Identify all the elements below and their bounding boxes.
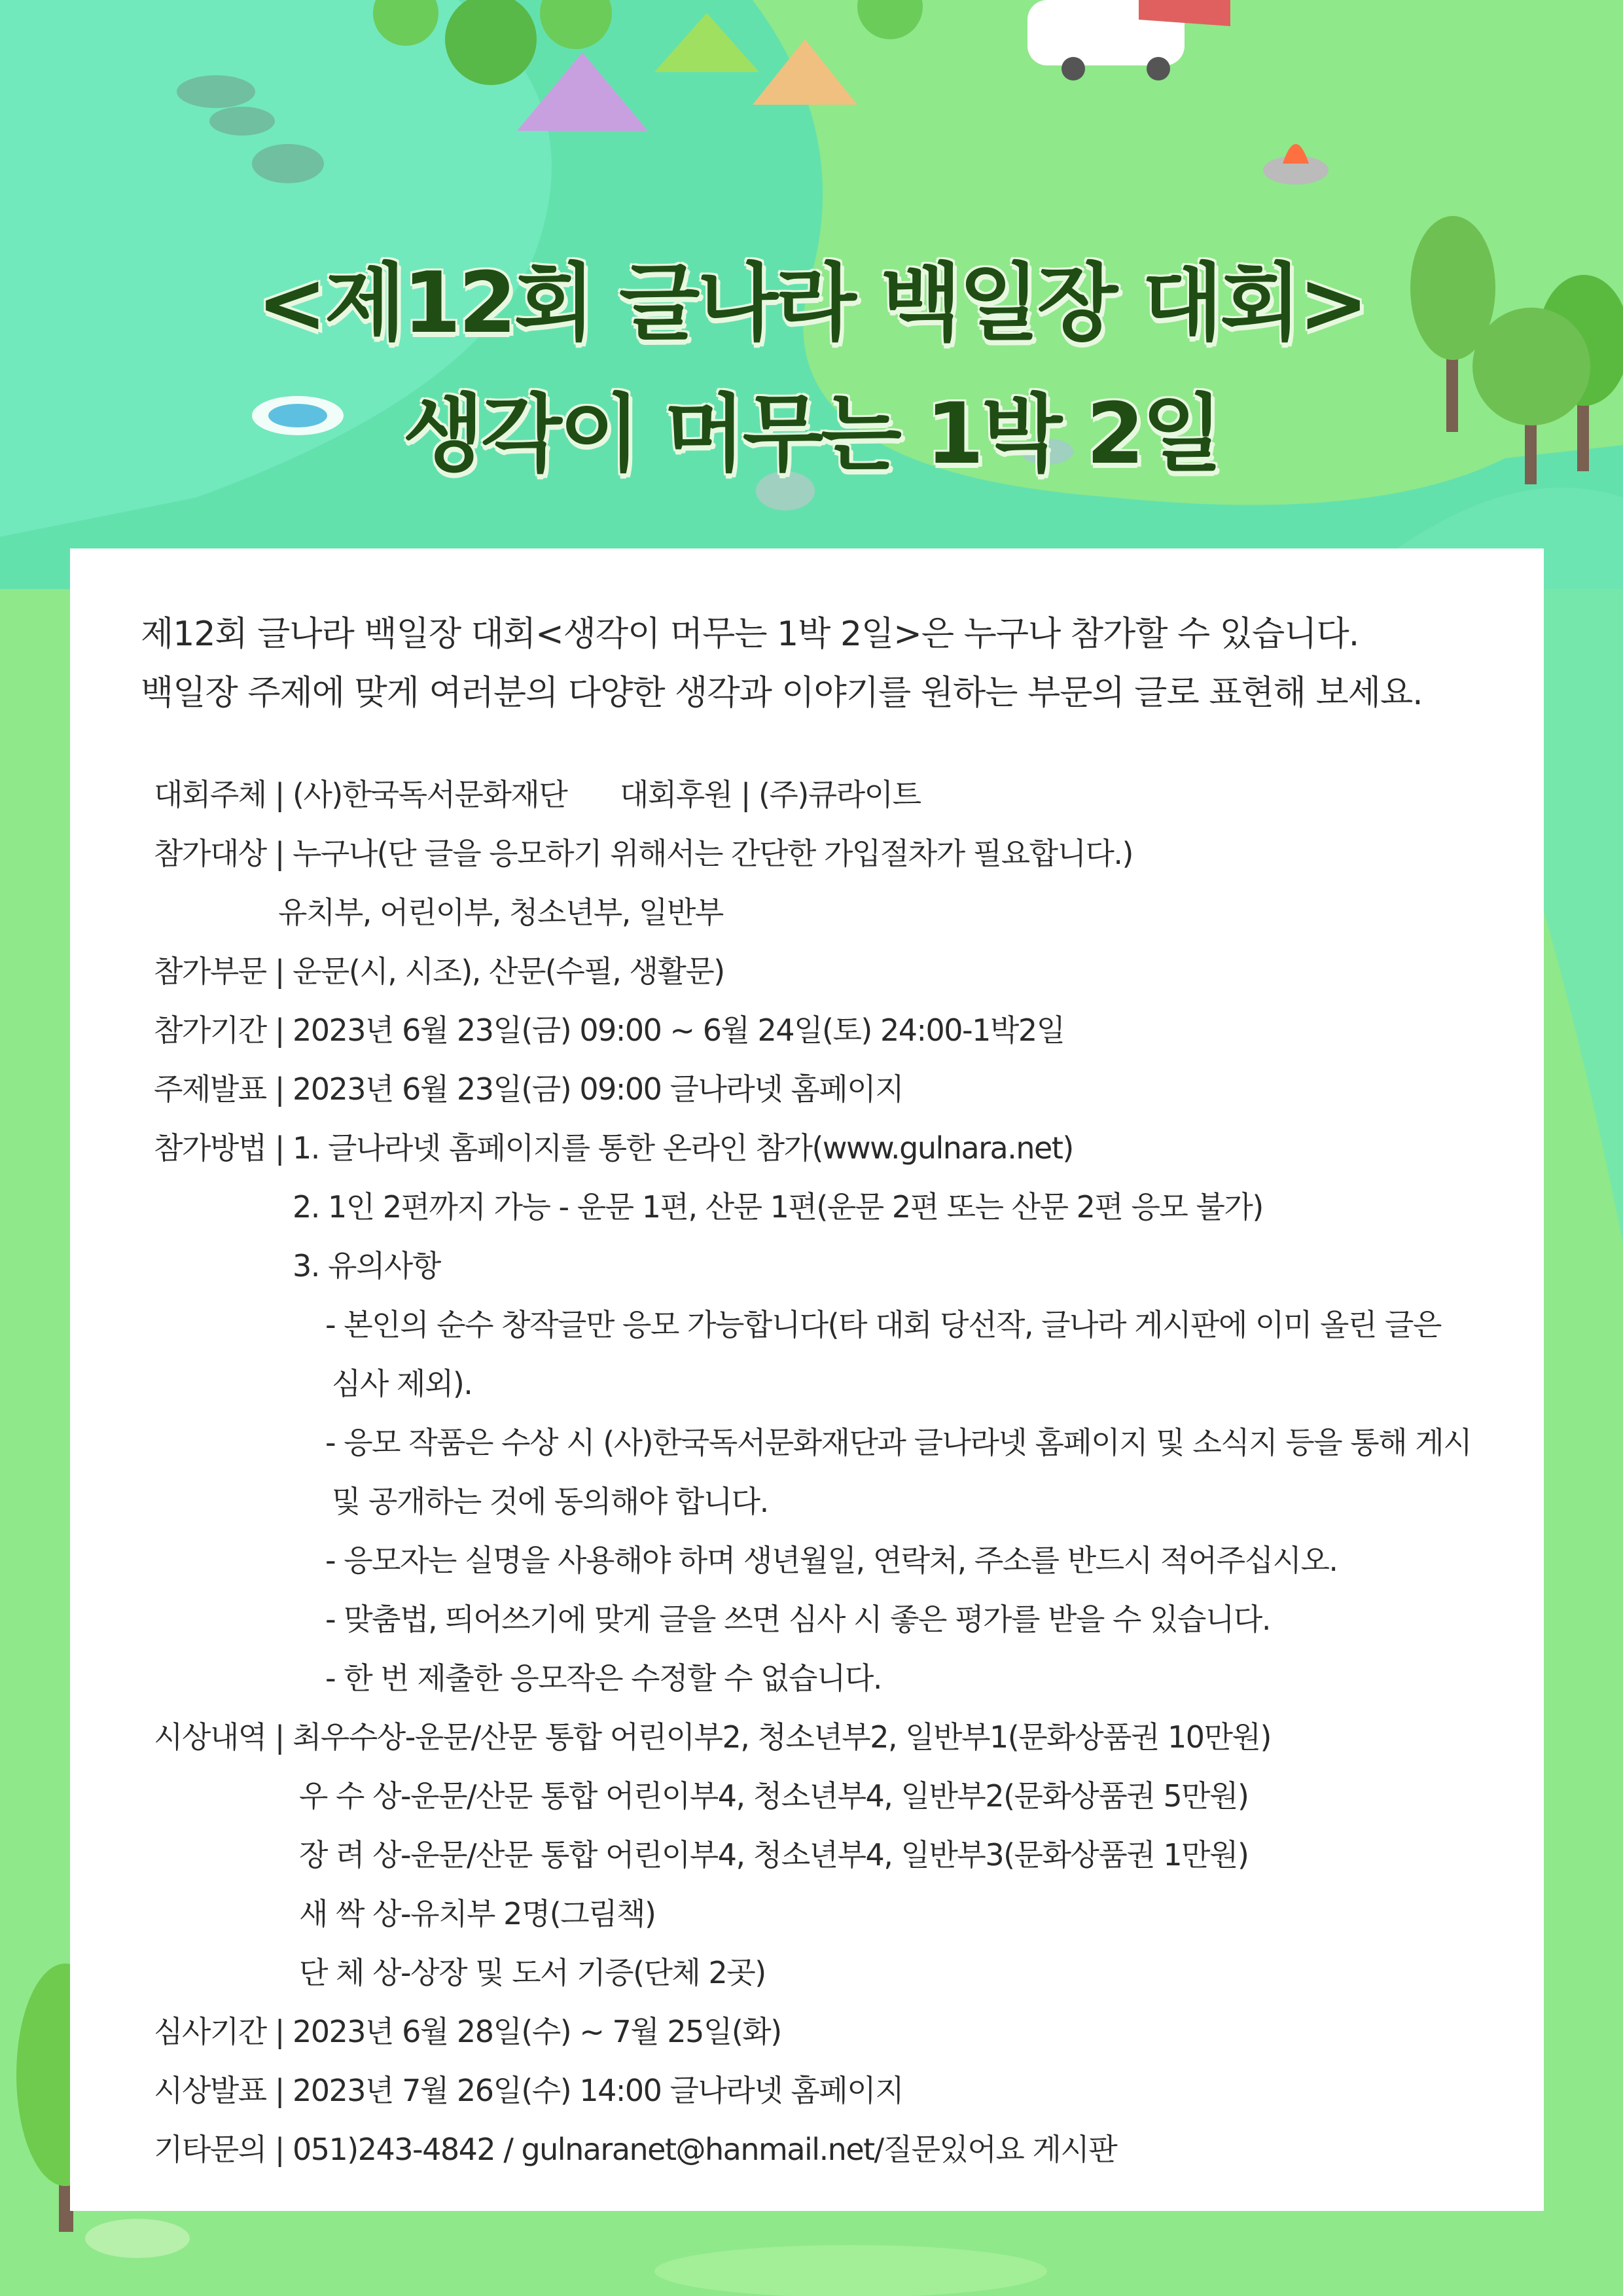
judging-row: 심사기간 | 2023년 6월 28일(수) ~ 7월 25일(화): [154, 2014, 781, 2049]
note-1a: - 본인의 순수 창작글만 응모 가능합니다(타 대회 당선작, 글나라 게시판에 이미 올린 글은: [325, 1307, 1441, 1342]
award-1: 최우수상-운문/산문 통합 어린이부2, 청소년부2, 일반부1(문화상품권 10만원): [293, 1719, 1271, 1755]
method-3-row: 3. 유의사항: [293, 1248, 440, 1283]
note-5: - 한 번 제출한 응모작은 수정할 수 없습니다.: [325, 1660, 882, 1696]
host-row: 대회주체 | (사)한국독서문화재단: [154, 777, 567, 812]
category-row: 참가부문 | 운문(시, 시조), 산문(수필, 생활문): [154, 954, 724, 989]
announce-row: 시상발표 | 2023년 7월 26일(수) 14:00 글나라넷 홈페이지: [154, 2073, 904, 2108]
note-3: - 응모자는 실명을 사용해야 하며 생년월일, 연락처, 주소를 반드시 적어주십시오.: [325, 1543, 1338, 1578]
sponsor-row: 대회후원 | (주)큐라이트: [620, 777, 921, 812]
intro-line-2: 백일장 주제에 맞게 여러분의 다양한 생각과 이야기를 원하는 부문의 글로 표현해 보세요.: [141, 673, 1423, 713]
title-line-1: <제12회 글나라 백일장 대회>: [257, 255, 1366, 352]
intro-line-1: 제12회 글나라 백일장 대회<생각이 머무는 1박 2일>은 누구나 참가할 수 있습니다.: [141, 615, 1359, 654]
target-row: 참가대상 | 누구나(단 글을 응모하기 위해서는 간단한 가입절차가 필요합니다.): [154, 836, 1133, 871]
period-row: 참가기간 | 2023년 6월 23일(금) 09:00 ~ 6월 24일(토) 24:00-1박2일: [154, 1013, 1065, 1048]
award-4: 새 싹 상-유치부 2명(그림책): [299, 1896, 656, 1931]
award-label: 시상내역 |: [154, 1719, 284, 1755]
method-2-row: 2. 1인 2편까지 가능 - 운문 1편, 산문 1편(운문 2편 또는 산문 2편 응모 불가): [293, 1189, 1263, 1225]
note-4: - 맞춤법, 띄어쓰기에 맞게 글을 쓰면 심사 시 좋은 평가를 받을 수 있습니다.: [325, 1602, 1270, 1637]
contact-row: 기타문의 | 051)243-4842 / gulnaranet@hanmail.net/질문있어요 게시판: [154, 2132, 1117, 2167]
note-2b: 및 공개하는 것에 동의해야 합니다.: [332, 1484, 768, 1519]
contest-info-card: [70, 548, 1544, 2211]
title-line-2: 생각이 머무는 1박 2일: [402, 386, 1221, 483]
note-1b: 심사 제외).: [332, 1366, 473, 1401]
note-2a: - 응모 작품은 수상 시 (사)한국독서문화재단과 글나라넷 홈페이지 및 소식지 등을 통해 게시: [325, 1425, 1472, 1460]
award-5: 단 체 상-상장 및 도서 기증(단체 2곳): [299, 1955, 766, 1990]
method-row: 참가방법 | 1. 글나라넷 홈페이지를 통한 온라인 참가(www.gulnara.net): [154, 1130, 1073, 1166]
target-groups-row: 유치부, 어린이부, 청소년부, 일반부: [278, 895, 723, 930]
topic-row: 주제발표 | 2023년 6월 23일(금) 09:00 글나라넷 홈페이지: [154, 1071, 904, 1107]
award-2: 우 수 상-운문/산문 통합 어린이부4, 청소년부4, 일반부2(문화상품권 5만원): [299, 1778, 1249, 1814]
award-3: 장 려 상-운문/산문 통합 어린이부4, 청소년부4, 일반부3(문화상품권 1만원): [299, 1837, 1249, 1873]
